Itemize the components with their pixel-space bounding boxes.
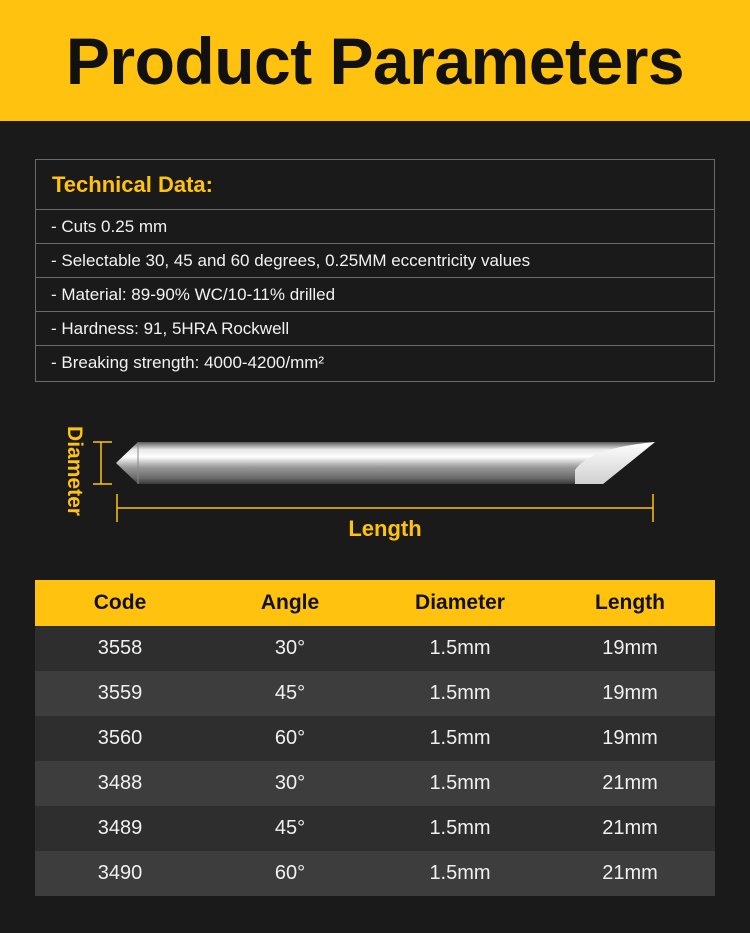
cell-angle: 60° — [274, 727, 306, 749]
cell-diameter: 1.5mm — [429, 862, 491, 884]
cell-code: 3489 — [97, 817, 143, 839]
cell-diameter: 1.5mm — [429, 772, 491, 794]
table-row — [35, 851, 715, 896]
header-angle: Angle — [260, 591, 320, 614]
table-row — [35, 626, 715, 671]
technical-row: - Hardness: 91, 5HRA Rockwell — [36, 312, 714, 346]
cell-code: 3490 — [97, 862, 143, 884]
header-banner — [0, 0, 750, 121]
cell-diameter: 1.5mm — [429, 637, 491, 659]
table-header — [35, 580, 715, 626]
header-code: Code — [93, 591, 147, 614]
cell-diameter: 1.5mm — [429, 682, 491, 704]
cell-code: 3560 — [97, 727, 143, 749]
cell-angle: 30° — [274, 637, 306, 659]
cell-length: 19mm — [602, 727, 658, 749]
cell-length: 21mm — [602, 817, 658, 839]
cell-angle: 60° — [274, 862, 306, 884]
header-length: Length — [595, 591, 665, 614]
technical-data-box — [35, 159, 715, 382]
cell-length: 19mm — [602, 637, 658, 659]
technical-row: - Breaking strength: 4000-4200/mm² — [51, 353, 325, 372]
technical-row: - Material: 89-90% WC/10-11% drilled — [36, 278, 714, 312]
parameters-table — [35, 580, 715, 896]
cell-angle: 30° — [274, 772, 306, 794]
cell-length: 21mm — [602, 862, 658, 884]
cell-length: 19mm — [602, 682, 658, 704]
cell-code: 3488 — [97, 772, 143, 794]
cell-angle: 45° — [274, 682, 306, 704]
engraving-bit-diagram — [0, 400, 750, 560]
technical-row: - Selectable 30, 45 and 60 degrees, 0.25MM eccentricity values — [36, 244, 714, 278]
diameter-label: Diameter — [63, 425, 87, 516]
header-diameter: Diameter — [415, 591, 505, 614]
technical-data-title: Technical Data: — [36, 160, 714, 210]
cell-code: 3558 — [97, 637, 143, 659]
cell-code: 3559 — [97, 682, 143, 704]
cell-angle: 45° — [274, 817, 306, 839]
table-row — [35, 671, 715, 716]
table-row — [35, 761, 715, 806]
length-label: Length — [348, 516, 422, 541]
cell-diameter: 1.5mm — [429, 727, 491, 749]
technical-row: - Cuts 0.25 mm — [36, 210, 714, 244]
cell-diameter: 1.5mm — [429, 817, 491, 839]
table-row — [35, 716, 715, 761]
cell-length: 21mm — [602, 772, 658, 794]
table-row — [35, 806, 715, 851]
page-title: Product Parameters — [65, 23, 685, 98]
